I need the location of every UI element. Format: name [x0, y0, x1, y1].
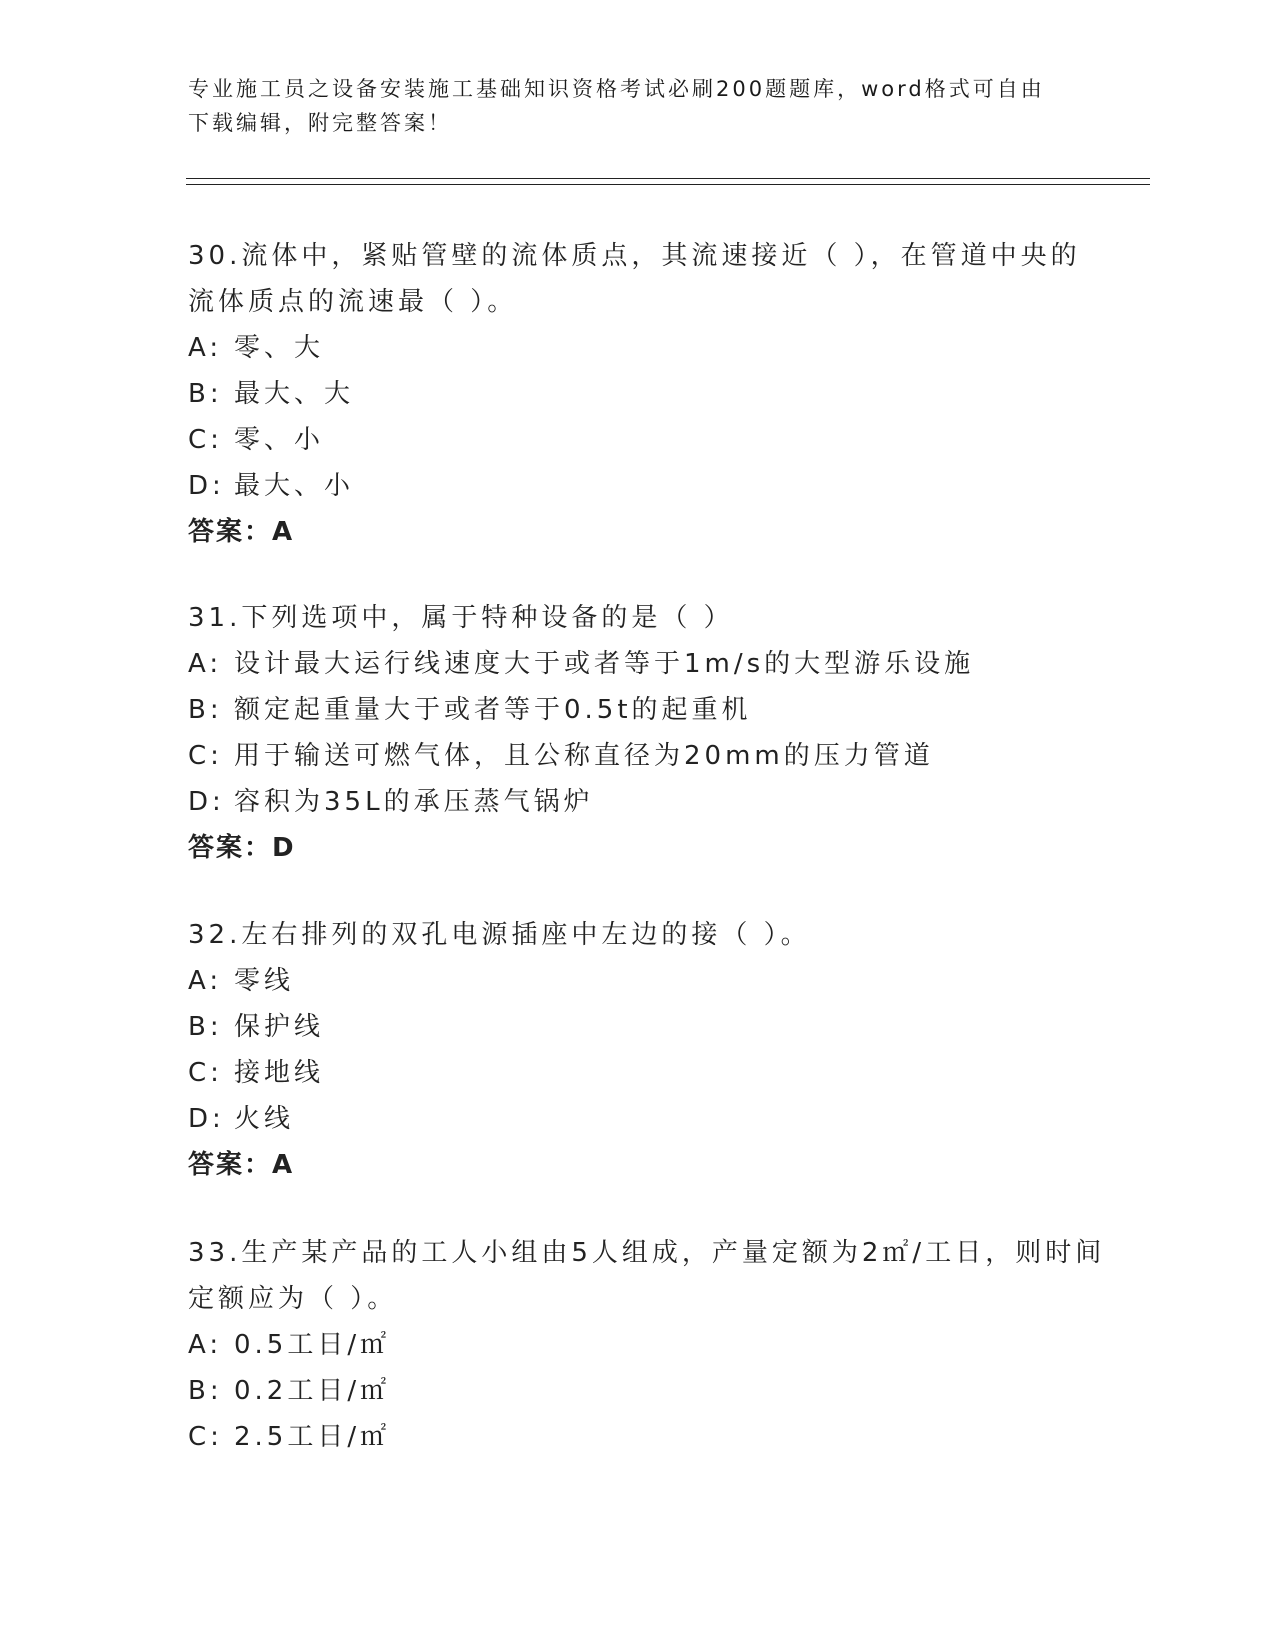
question-stem-line: 31.下列选项中，属于特种设备的是（ ）	[188, 603, 734, 633]
option-text: 0.2工日/㎡	[234, 1376, 391, 1406]
option-c	[188, 1414, 1108, 1460]
answer-line: 答案：D	[188, 833, 296, 863]
question-32	[188, 912, 1108, 1188]
question-31	[188, 595, 1108, 871]
option-letter: C:	[188, 1058, 223, 1088]
header-divider-bottom	[186, 184, 1150, 185]
option-text: 零、小	[234, 425, 325, 455]
header-divider-top	[186, 178, 1150, 179]
option-text: 火线	[234, 1104, 295, 1134]
option-b	[188, 371, 1108, 417]
question-30	[188, 233, 1108, 555]
option-d	[188, 1096, 1108, 1142]
option-text: 零线	[234, 966, 295, 996]
option-letter: C:	[188, 425, 223, 455]
option-b	[188, 1004, 1108, 1050]
option-letter: A:	[188, 966, 223, 996]
option-letter: B:	[188, 1012, 223, 1042]
header-line-2: 下载编辑，附完整答案！	[188, 111, 452, 135]
question-33	[188, 1230, 1108, 1460]
option-letter: B:	[188, 695, 223, 725]
question-stem-line: 流体质点的流速最（ ）。	[188, 287, 518, 317]
option-a	[188, 325, 1108, 371]
option-text: 最大、大	[234, 379, 355, 409]
option-text: 容积为35L的承压蒸气锅炉	[234, 787, 594, 817]
option-text: 0.5工日/㎡	[234, 1330, 391, 1360]
option-text: 设计最大运行线速度大于或者等于1m/s的大型游乐设施	[234, 649, 975, 679]
option-text: 接地线	[234, 1058, 325, 1088]
option-c	[188, 417, 1108, 463]
option-b	[188, 687, 1108, 733]
option-text: 2.5工日/㎡	[234, 1422, 391, 1452]
question-stem-line: 33.生产某产品的工人小组由5人组成，产量定额为2㎡/工日，则时间	[188, 1238, 1106, 1268]
header-line-1: 专业施工员之设备安装施工基础知识资格考试必刷200题题库，word格式可自由	[188, 77, 1045, 101]
option-letter: D:	[188, 1104, 225, 1134]
question-stem-line: 32.左右排列的双孔电源插座中左边的接（ ）。	[188, 920, 811, 950]
option-letter: C:	[188, 741, 223, 771]
option-text: 额定起重量大于或者等于0.5t的起重机	[234, 695, 752, 725]
option-c	[188, 733, 1108, 779]
option-b	[188, 1368, 1108, 1414]
question-stem-line: 定额应为（ ）。	[188, 1284, 398, 1314]
option-text: 用于输送可燃气体，且公称直径为20mm的压力管道	[234, 741, 934, 771]
option-text: 保护线	[234, 1012, 325, 1042]
option-letter: A:	[188, 649, 223, 679]
option-letter: C:	[188, 1422, 223, 1452]
option-letter: D:	[188, 471, 225, 501]
option-d	[188, 779, 1108, 825]
option-a	[188, 958, 1108, 1004]
option-text: 最大、小	[234, 471, 355, 501]
option-letter: D:	[188, 787, 225, 817]
option-text: 零、大	[234, 333, 325, 363]
option-letter: B:	[188, 379, 223, 409]
option-c	[188, 1050, 1108, 1096]
answer-line: 答案：A	[188, 517, 295, 547]
option-d	[188, 463, 1108, 509]
option-a	[188, 641, 1108, 687]
question-stem-line: 30.流体中，紧贴管壁的流体质点，其流速接近（ ），在管道中央的	[188, 241, 1081, 271]
option-a	[188, 1322, 1108, 1368]
document-header	[188, 72, 1068, 140]
answer-line: 答案：A	[188, 1150, 295, 1180]
option-letter: B:	[188, 1376, 223, 1406]
option-letter: A:	[188, 333, 223, 363]
option-letter: A:	[188, 1330, 223, 1360]
